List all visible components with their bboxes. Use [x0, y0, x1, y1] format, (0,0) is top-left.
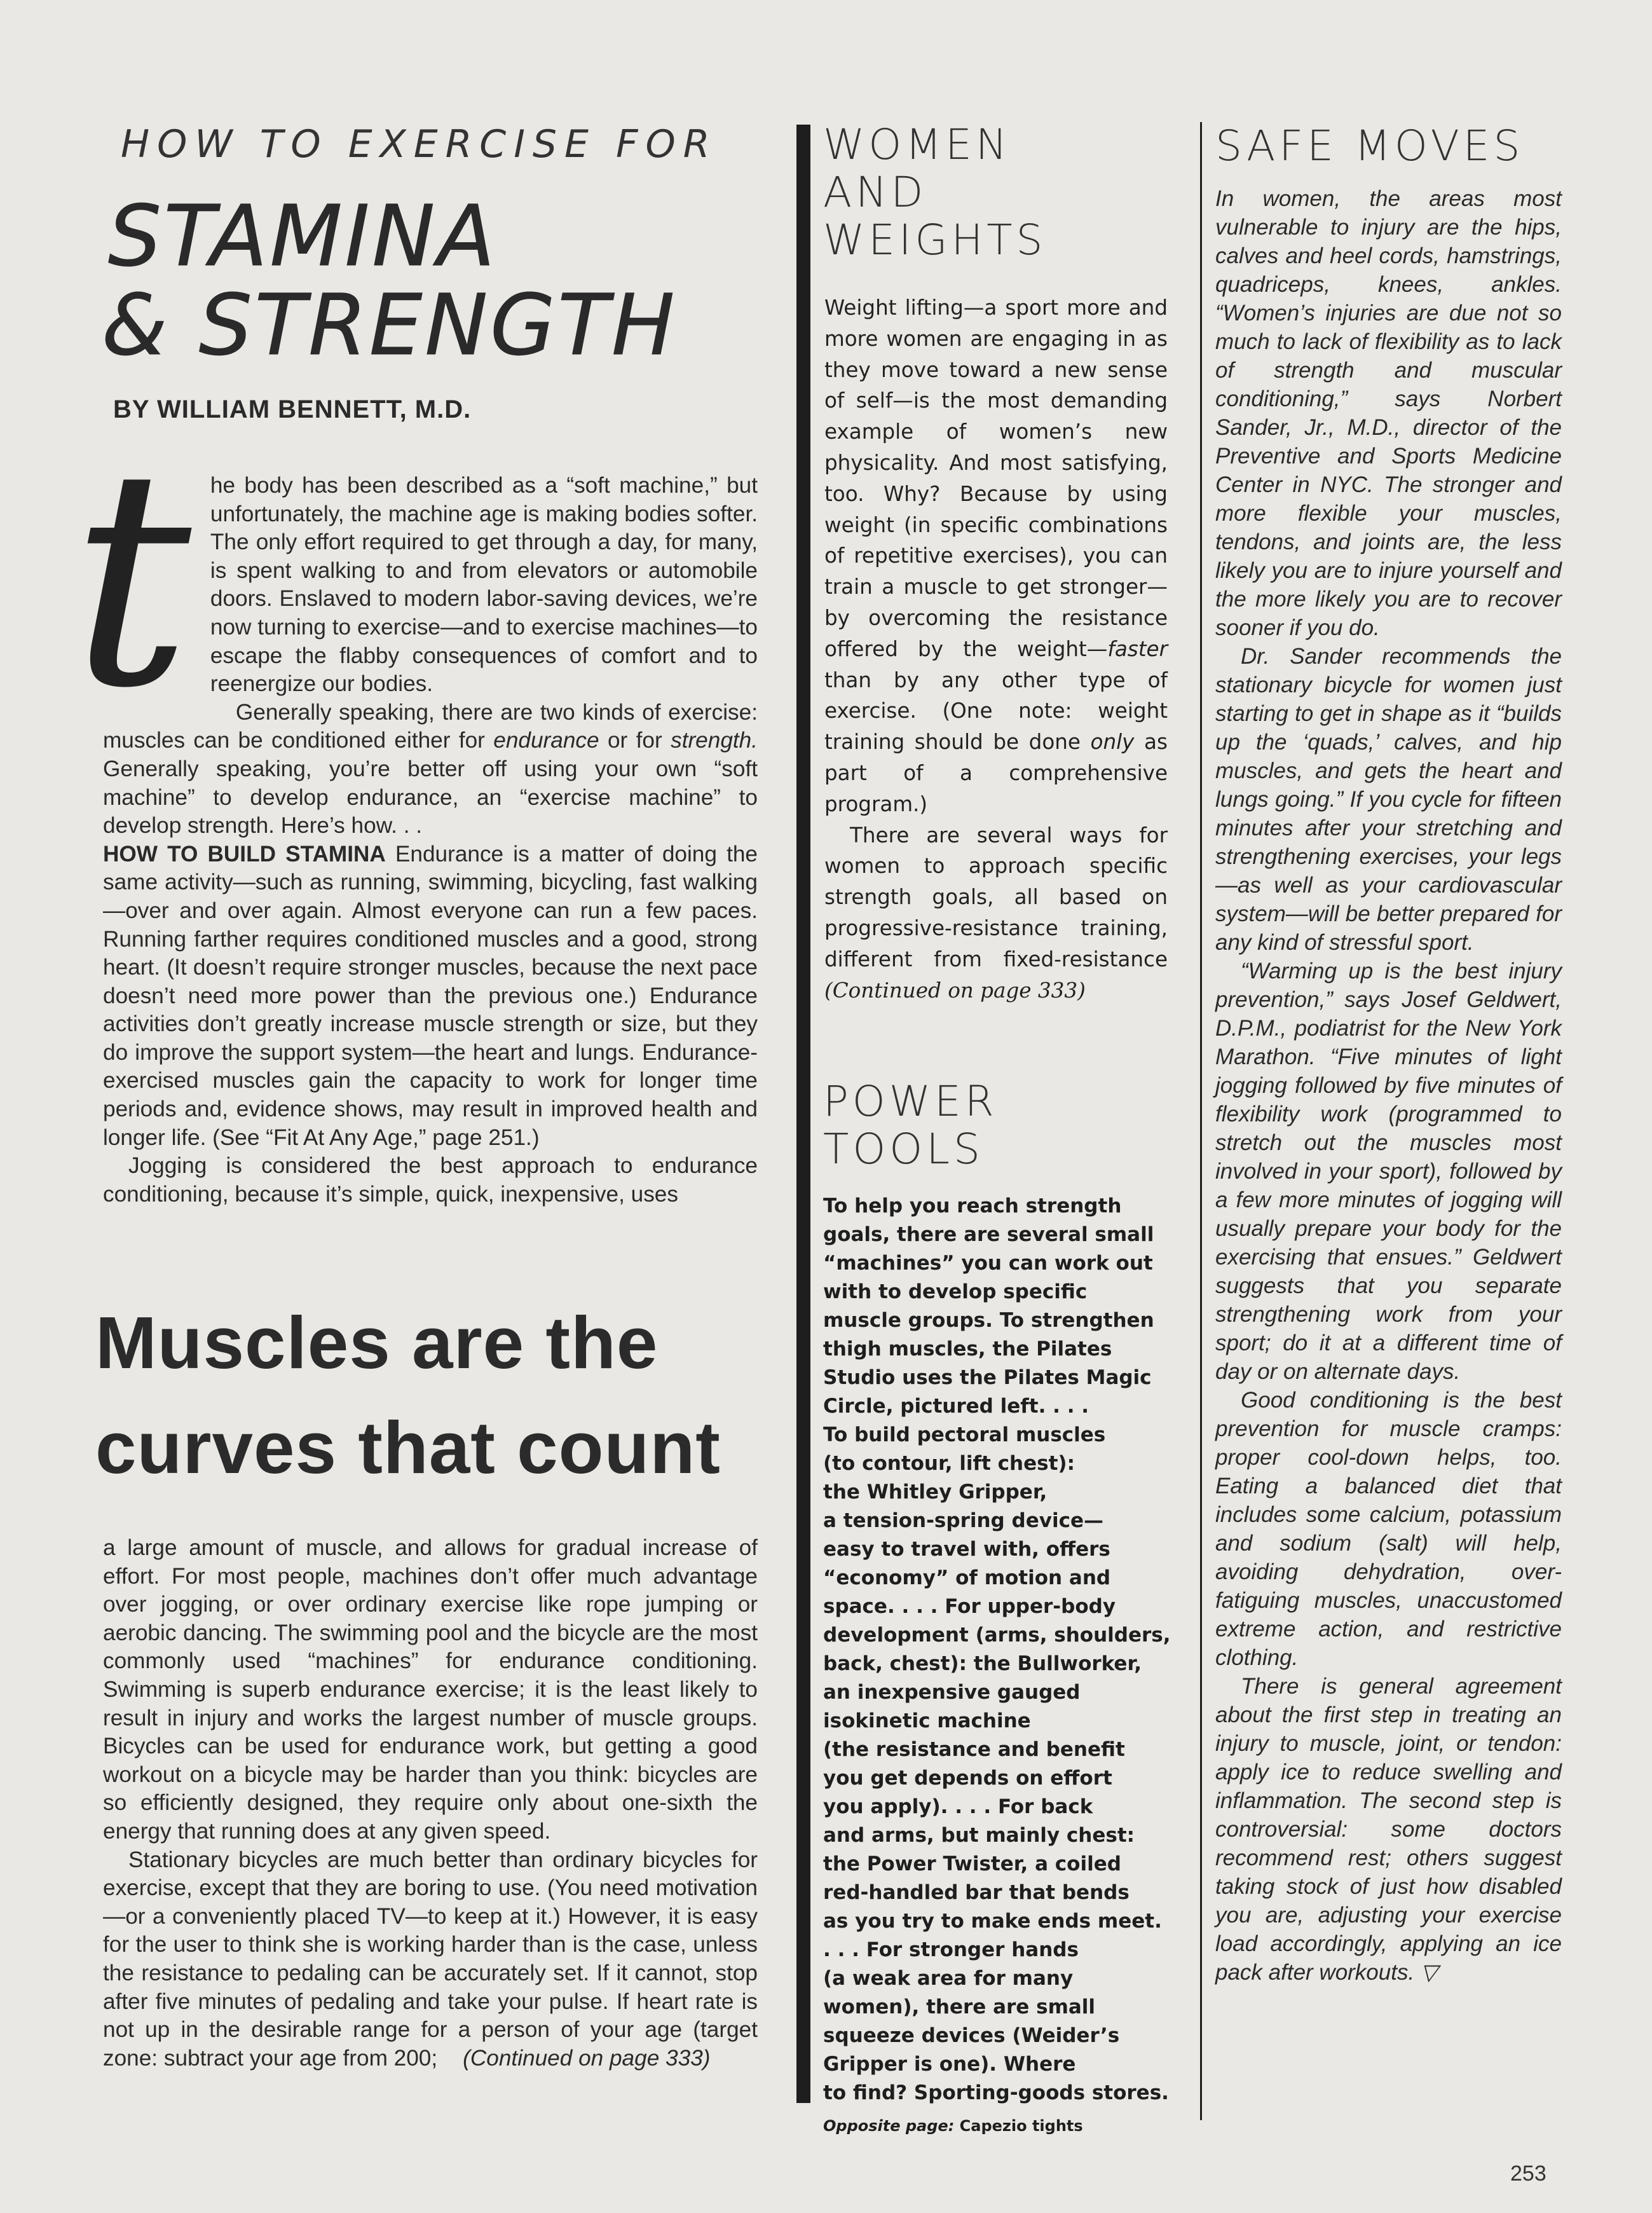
article-byline: BY WILLIAM BENNETT, M.D. — [113, 395, 472, 423]
article-para-2: Generally speaking, there are two kinds of exercise: muscles can be conditioned either for endurance or for strength. Generally speaking, you’re better off using your own “soft machine” to develop endurance, an “exercise machine” to develop strength. Here’s how. . . — [103, 699, 758, 839]
column-rule-thin — [1200, 122, 1202, 2120]
safe-moves-para-1: In women, the areas most vulnerable to injury are the hips, calves and heel cords, hamstrings, quadriceps, knees, ankles. “Women’s injuries are due not so much to lack of flexibility as to lack of strength and muscular conditioning,” says Norbert Sander, Jr., M.D., director of the Preventive and Sports Medicine Center in NYC. The stronger and more flexible your muscles, tendons, and joints are, the less likely you are to injure yourself and the more likely you are to recover sooner if you do. — [1215, 186, 1562, 640]
article-para-3: HOW TO BUILD STAMINA Endurance is a matter of doing the same activity—such as running, swimming, bicycling, fast walking—over and over again. Almost everyone can run a few paces. Running farther requires conditioned muscles and a good, strong heart. (It doesn’t require stronger muscles, because the next pace doesn’t need more power than the previous one.) Endurance activities don’t greatly increase muscle strength or size, but they do improve the support system—the heart and lungs. Endurance-exercised muscles gain the capacity to work for longer time periods and, evidence shows, may result in improved health and longer life. (See “Fit At Any Age,” page 251.) — [103, 841, 758, 1150]
article-body-lower — [103, 1534, 758, 2073]
pull-headline-line1: Muscles are the — [95, 1301, 659, 1384]
women-weights-para-2: There are several ways for women to approach specific strength goals, all based on progressive-resistance training, different from fixed-resistance (Continued on page 333) — [824, 823, 1168, 1003]
continued-note: (Continued on page 333) — [463, 2045, 711, 2071]
article-kicker: HOW TO EXERCISE FOR — [121, 122, 718, 167]
safe-moves-para-4: Good conditioning is the best prevention for muscle cramps: proper cool-down helps, too. Eating a balanced diet that includes some calcium, potassium and sodium (salt) will help, avoiding dehydration, over-fatiguing muscles, unaccustomed extreme action, and restrictive clothing. — [1215, 1388, 1562, 1670]
stamina-subhead: HOW TO BUILD STAMINA — [103, 841, 386, 867]
article-title-line2: & STRENGTH — [102, 277, 678, 374]
continued-note-2: (Continued on page 333) — [824, 978, 1086, 1003]
safe-moves-body — [1215, 184, 1562, 1987]
article-para-5: a large amount of muscle, and allows for gradual increase of effort. For most people, machines don’t offer much advantage over jogging, or over ordinary exercise like rope jumping or aerobic dancing. The swimming pool and the bicycle are the most commonly used “machines” for endurance conditioning. Swimming is superb endurance exercise; it is the least likely to result in injury and works the largest number of muscle groups. Bicycles can be used for endurance work, but getting a good workout on a bicycle may be harder than you think: bicycles are so efficiently designed, they require only about one-sixth the energy that running does at any given speed. — [103, 1535, 758, 1844]
women-weights-para-1: Weight lifting—a sport more and more women are engaging in as they move toward a new sense of self—is the most demanding example of women’s new physicality. And most satisfying, too. Why? Because by using weight (in specific combinations of repetitive exercises), you can train a muscle to get stronger—by overcoming the resistance offered by the weight—faster than by any other type of exercise. (One note: weight training should be done only as part of a comprehensive program.) — [824, 296, 1168, 816]
page-number: 253 — [1510, 2162, 1546, 2186]
article-para-6: Stationary bicycles are much better than ordinary bicycles for exercise, except that they are boring to use. (You need motivation—or a conveniently placed TV—to keep at it.) However, it is easy for the user to think she is working harder than is the case, unless the resistance to pedaling can be accurately set. If it cannot, stop after five minutes of pedaling and take your pulse. If heart rate is not up in the desirable range for a person of your age (target zone: subtract your age from 200; (Continued on page 333) — [103, 1847, 758, 2071]
safe-moves-title: SAFE MOVES — [1215, 121, 1524, 170]
women-weights-body — [824, 292, 1168, 1006]
column-rule-bold — [796, 125, 810, 2103]
article-para-1: he body has been described as a “soft machine,” but unfortunately, the machine age is making bodies softer. The only effort required to get through a day, for many, is spent walking to and from elevators or automobile doors. Enslaved to modern labor-saving devices, we’re now turning to exercise—and to exercise machines—to escape the flabby consequences of comfort and to reenergize our bodies. — [210, 473, 758, 697]
power-tools-title: POWER TOOLS — [823, 1077, 998, 1174]
drop-cap: t — [71, 406, 191, 753]
pull-headline-line2: curves that count — [95, 1406, 721, 1489]
photo-credit: Opposite page: Capezio tights — [823, 2117, 1083, 2135]
women-weights-title: WOMEN AND WEIGHTS — [823, 120, 1047, 264]
power-tools-body: To help you reach strength goals, there are several small “machines” you can work out with to develop specific muscle groups. To strengthen thigh muscles, the Pilates Studio uses the Pilates Magic Circle, pictured left. . . . To build pectoral muscles (to contour, lift chest): the Whitley Gripper, a tension-spring device— easy to travel with, offers “economy” of motion and space. . . . For upper-body development (arms, shoulders, back, chest): the Bullworker, an inexpensive gauged isokinetic machine (the resistance and benefit you get depends on effort you apply). . . . For back and arms, but mainly chest: the Power Twister, a coiled red-handled bar that bends as you try to make ends meet. . . . For stronger hands (a weak area for many women), there are small squeeze devices (Weider’s Gripper is one). Where to find? Sporting-goods stores. — [823, 1195, 1171, 2104]
safe-moves-para-2: Dr. Sander recommends the stationary bicycle for women just starting to get in shape as it “builds up the ‘quads,’ calves, and hip muscles, and gets the heart and lungs going.” If you cycle for fifteen minutes after your stretching and strengthening exercises, your legs—as well as your cardiovascular system—will be better prepared for any kind of stressful sport. — [1215, 644, 1562, 955]
article-title-line1: STAMINA — [108, 188, 498, 285]
article-para-4: Jogging is considered the best approach to endurance conditioning, because it’s simple, quick, inexpensive, uses — [103, 1153, 758, 1207]
safe-moves-para-3: “Warming up is the best injury prevention,” says Josef Geldwert, D.P.M., podiatrist for the New York Marathon. “Five minutes of light jogging followed by five minutes of flexibility work (programmed to stretch out the muscles most involved in your sport), followed by a few more minutes of jogging will usually prepare your body for the exercising that ensues.” Geldwert suggests that you separate strengthening work from your sport; do it at a different time of day or on alternate days. — [1215, 959, 1562, 1384]
safe-moves-para-5: There is general agreement about the first step in treating an injury to muscle, joint, or tendon: apply ice to reduce swelling and inflammation. The second step is controversial: some doctors recommend rest; others suggest taking stock of just how disabled you are, adjusting your exercise load accordingly, applying an ice pack after workouts. ▽ — [1215, 1674, 1562, 1985]
